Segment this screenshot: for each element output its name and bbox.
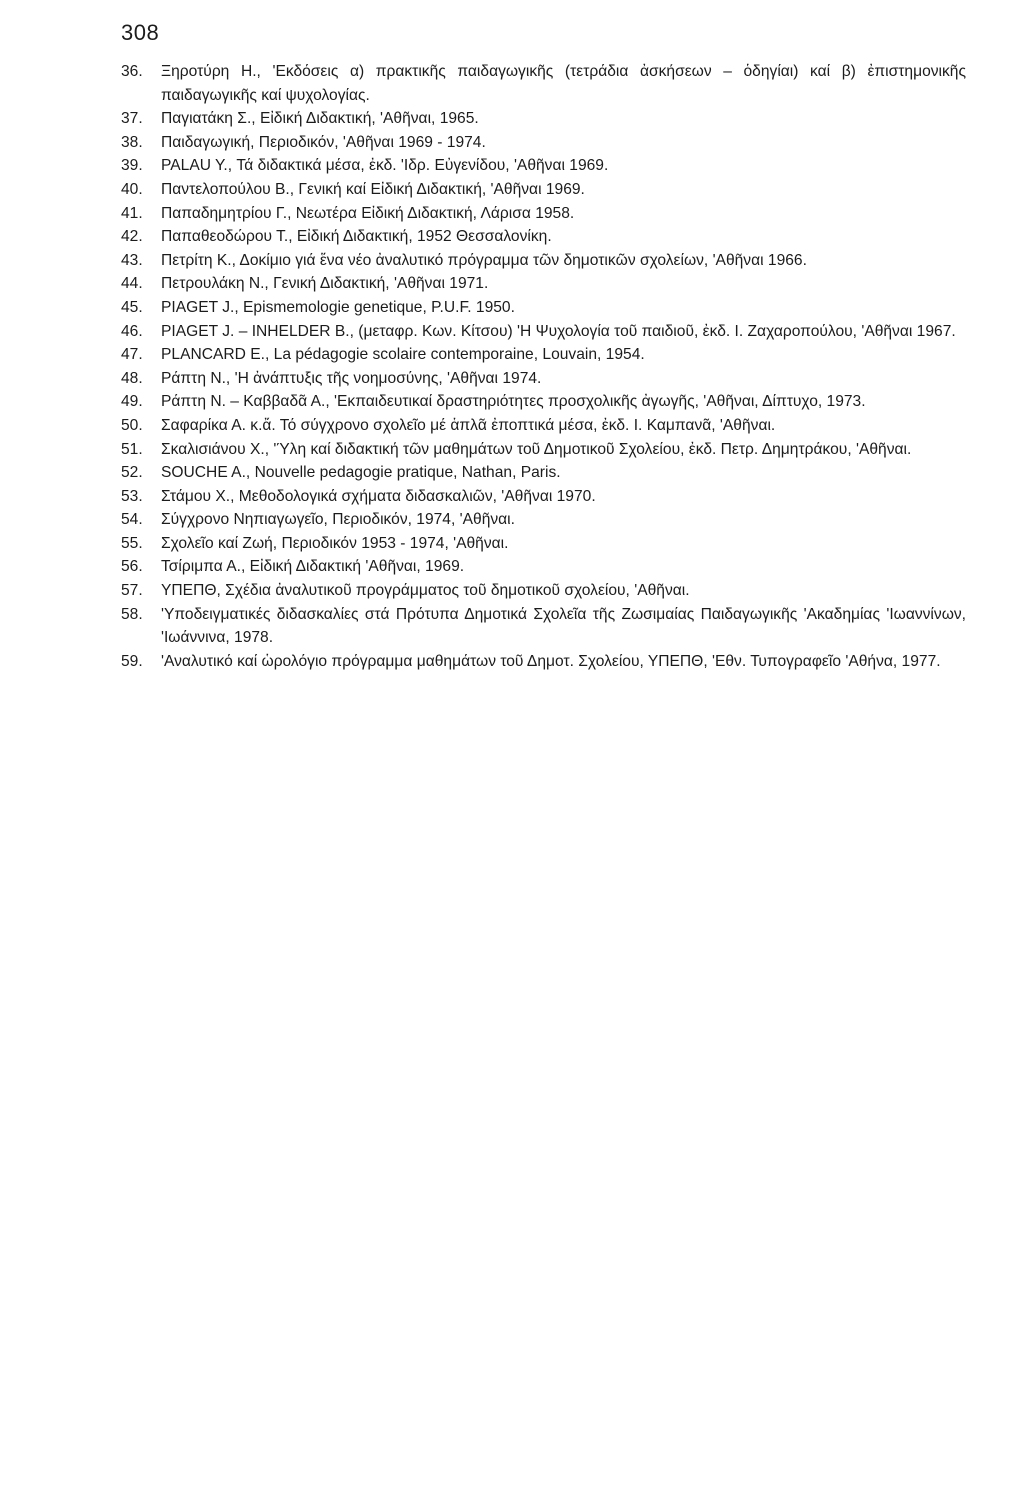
reference-text: Παπαδημητρίου Γ., Νεωτέρα Εἰδική Διδακτική, Λάρισα 1958.: [161, 204, 575, 222]
reference-item: [121, 579, 966, 603]
reference-number: 38.: [121, 133, 143, 151]
reference-number: 59.: [121, 652, 143, 670]
reference-text: Ξηροτύρη Η., 'Εκδόσεις α) πρακτικῆς παιδαγωγικῆς (τετράδια ἀσκήσεων – ὁδηγίαι) καί β) ἐπιστημονικῆς παιδαγωγικῆς καί ψυχολογίας.: [161, 63, 966, 104]
reference-item: [121, 532, 966, 556]
reference-text: Τσίριμπα Α., Εἰδική Διδακτική 'Αθῆναι, 1969.: [161, 558, 465, 576]
reference-item: [121, 154, 966, 178]
reference-text: Παιδαγωγική, Περιοδικόν, 'Αθῆναι 1969 - 1974.: [161, 133, 486, 151]
reference-item: [121, 438, 966, 462]
reference-number: 49.: [121, 393, 143, 411]
reference-text: Σαφαρίκα Α. κ.ἄ. Τό σύγχρονο σχολεῖο μέ ἁπλᾶ ἐποπτικά μέσα, ἐκδ. Ι. Καμπανᾶ, 'Αθῆναι.: [161, 416, 776, 434]
reference-text: Σύγχρονο Νηπιαγωγεῖο, Περιοδικόν, 1974, 'Αθῆναι.: [161, 511, 515, 529]
reference-text: SOUCHE A., Nouvelle pedagogie pratique, Nathan, Paris.: [161, 464, 561, 482]
reference-number: 51.: [121, 440, 143, 458]
reference-item: [121, 225, 966, 249]
reference-number: 56.: [121, 558, 143, 576]
reference-text: Παντελοπούλου Β., Γενική καί Εἰδική Διδακτική, 'Αθῆναι 1969.: [161, 180, 585, 198]
reference-text: Πετρουλάκη Ν., Γενική Διδακτική, 'Αθῆναι 1971.: [161, 275, 489, 293]
reference-number: 53.: [121, 487, 143, 505]
reference-number: 55.: [121, 534, 143, 552]
reference-number: 42.: [121, 228, 143, 246]
reference-text: Σχολεῖο καί Ζωή, Περιοδικόν 1953 - 1974, 'Αθῆναι.: [161, 534, 509, 552]
reference-item: [121, 131, 966, 155]
reference-text: Σκαλισιάνου Χ., 'Ύλη καί διδακτική τῶν μαθημάτων τοῦ Δημοτικοῦ Σχολείου, ἐκδ. Πετρ. Δημητράκου, 'Αθῆναι.: [161, 440, 912, 458]
reference-text: PALAU Y., Τά διδακτικά μέσα, ἐκδ. 'Ιδρ. Εὐγενίδου, 'Αθῆναι 1969.: [161, 157, 609, 175]
reference-text: PIAGET J., Epismemologie genetique, P.U.F. 1950.: [161, 298, 515, 316]
reference-text: Πετρίτη Κ., Δοκίμιο γιά ἕνα νέο ἀναλυτικό πρόγραμμα τῶν δημοτικῶν σχολείων, 'Αθῆναι 1966.: [161, 251, 807, 269]
reference-text: 'Αναλυτικό καί ὡρολόγιο πρόγραμμα μαθημάτων τοῦ Δημοτ. Σχολείου, ΥΠΕΠΘ, 'Εθν. Τυπογραφεῖο 'Αθήνα, 1977.: [161, 652, 941, 670]
reference-number: 52.: [121, 464, 143, 482]
reference-item: [121, 367, 966, 391]
reference-item: [121, 603, 966, 650]
reference-item: [121, 249, 966, 273]
reference-item: [121, 555, 966, 579]
reference-number: 54.: [121, 511, 143, 529]
reference-number: 47.: [121, 346, 143, 364]
reference-number: 41.: [121, 204, 143, 222]
page-number: 308: [121, 20, 160, 45]
reference-text: Ράπτη Ν. – Καββαδᾶ Α., 'Εκπαιδευτικαί δραστηριότητες προσχολικῆς ἀγωγῆς, 'Αθῆναι, Δίπτυχο, 1973.: [161, 393, 866, 411]
reference-item: [121, 414, 966, 438]
reference-text: PIAGET J. – INHELDER B., (μεταφρ. Κων. Κίτσου) 'Η Ψυχολογία τοῦ παιδιοῦ, ἐκδ. Ι. Ζαχαροπούλου, 'Αθῆναι 1967.: [161, 322, 956, 340]
reference-item: [121, 202, 966, 226]
reference-text: 'Υποδειγματικές διδασκαλίες στά Πρότυπα Δημοτικά Σχολεῖα τῆς Ζωσιμαίας Παιδαγωγικῆς 'Ακαδημίας 'Ιωαννίνων, 'Ιωάννινα, 1978.: [161, 605, 966, 647]
reference-number: 37.: [121, 110, 143, 128]
reference-text: Παπαθεοδώρου Τ., Εἰδική Διδακτική, 1952 Θεσσαλονίκη.: [161, 228, 552, 246]
reference-number: 39.: [121, 157, 143, 175]
reference-number: 57.: [121, 582, 143, 600]
reference-item: [121, 60, 966, 107]
reference-item: [121, 320, 966, 344]
reference-item: [121, 178, 966, 202]
reference-number: 43.: [121, 251, 143, 269]
reference-text: ΥΠΕΠΘ, Σχέδια ἀναλυτικοῦ προγράμματος τοῦ δημοτικοῦ σχολείου, 'Αθῆναι.: [161, 582, 690, 600]
reference-list: [121, 60, 966, 673]
reference-number: 46.: [121, 322, 143, 340]
reference-number: 48.: [121, 369, 143, 387]
reference-item: [121, 107, 966, 131]
reference-item: [121, 343, 966, 367]
reference-text: Ράπτη Ν., 'Η ἀνάπτυξις τῆς νοημοσύνης, 'Αθῆναι 1974.: [161, 369, 542, 387]
reference-item: [121, 272, 966, 296]
reference-text: Παγιατάκη Σ., Εἰδική Διδακτική, 'Αθῆναι, 1965.: [161, 110, 479, 128]
reference-item: [121, 296, 966, 320]
reference-number: 50.: [121, 416, 143, 434]
reference-number: 40.: [121, 180, 143, 198]
reference-number: 36.: [121, 63, 143, 80]
reference-item: [121, 461, 966, 485]
reference-text: PLANCARD E., La pédagogie scolaire contemporaine, Louvain, 1954.: [161, 346, 645, 364]
reference-item: [121, 508, 966, 532]
reference-number: 45.: [121, 298, 143, 316]
reference-text: Στάμου Χ., Μεθοδολογικά σχήματα διδασκαλιῶν, 'Αθῆναι 1970.: [161, 487, 596, 505]
reference-number: 58.: [121, 605, 143, 623]
reference-item: [121, 390, 966, 414]
reference-item: [121, 650, 966, 674]
reference-number: 44.: [121, 275, 143, 293]
reference-item: [121, 485, 966, 509]
